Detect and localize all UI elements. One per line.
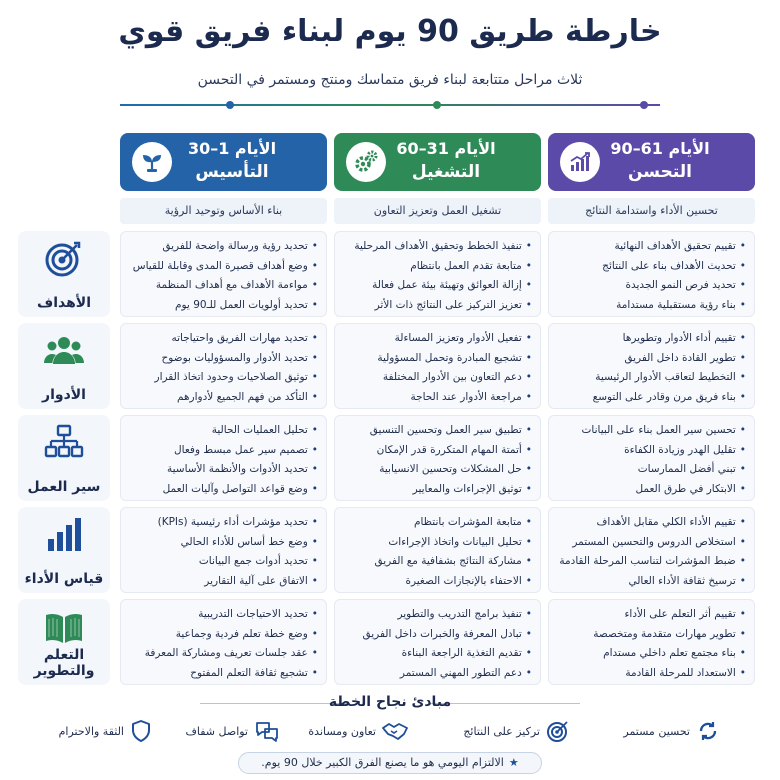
list-item: • تحليل البيانات واتخاذ الإجراءات (343, 533, 532, 553)
handshake-icon (382, 719, 408, 743)
list-item: • توثيق الصلاحيات وحدود اتخاذ القرار (129, 368, 318, 388)
list-item: • إزالة العوائق وتهيئة بيئة عمل فعالة (343, 276, 532, 296)
principle-label: تحسين مستمر (623, 724, 690, 738)
divider-dot (226, 101, 234, 109)
growth-chart-icon (560, 142, 600, 182)
principle-label: تعاون ومساندة (308, 724, 376, 738)
list-item: • تحديد رؤية ورسالة واضحة للفريق (129, 237, 318, 257)
list-item: • وضع خطة تعلم فردية وجماعية (129, 625, 318, 645)
row-label-text: سير العمل (27, 479, 101, 495)
list-item: • تحديد مؤشرات أداء رئيسية (KPIs) (129, 513, 318, 533)
list-item: • حل المشكلات وتحسين الانسيابية (343, 460, 532, 480)
list-item: • تحديد أدوات جمع البيانات (129, 552, 318, 572)
header-divider (120, 104, 660, 106)
row-label-text: التعلم والتطوير (33, 647, 95, 679)
principle-item (308, 716, 408, 746)
phase-header-improvement (548, 133, 755, 191)
principle-item (463, 716, 570, 746)
list-item: • متابعة المؤشرات بانتظام (343, 513, 532, 533)
list-item: • بناء رؤية مستقبلية مستدامة (557, 296, 746, 316)
list-item: • الاتفاق على آلية التقارير (129, 572, 318, 592)
cell-workflow-foundation (120, 415, 327, 501)
list-item: • تحديث الأهداف بناء على النتائج (557, 257, 746, 277)
row-label-text: الأدوار (42, 387, 86, 403)
shield-icon (130, 719, 152, 743)
target-icon (546, 719, 570, 743)
list-item: • تقليل الهدر وزيادة الكفاءة (557, 441, 746, 461)
phase-focus: تشغيل العمل وتعزيز التعاون (334, 198, 541, 224)
row-label-learning (18, 599, 110, 685)
phase-name: التشغيل (411, 162, 481, 182)
cell-learning-foundation (120, 599, 327, 685)
cycle-icon (696, 719, 720, 743)
gears-icon (346, 142, 386, 182)
book-icon (44, 607, 84, 647)
list-item: • استخلاص الدروس والتحسين المستمر (557, 533, 746, 553)
target-icon (44, 239, 84, 279)
list-item: • تطوير مهارات متقدمة ومتخصصة (557, 625, 746, 645)
list-item: • تشجيع المبادرة وتحمل المسؤولية (343, 349, 532, 369)
list-item: • تفعيل الأدوار وتعزيز المساءلة (343, 329, 532, 349)
list-item: • تقييم تحقيق الأهداف النهائية (557, 237, 746, 257)
list-item: • تبني أفضل الممارسات (557, 460, 746, 480)
team-icon (44, 331, 84, 371)
list-item: • دعم التطور المهني المستمر (343, 664, 532, 684)
list-item: • تعزيز التركيز على النتائج ذات الأثر (343, 296, 532, 316)
list-item: • أتمتة المهام المتكررة قدر الإمكان (343, 441, 532, 461)
list-item: • تقييم الأداء الكلي مقابل الأهداف (557, 513, 746, 533)
list-item: • تطوير القادة داخل الفريق (557, 349, 746, 369)
cell-learning-improvement (548, 599, 755, 685)
list-item: • تبادل المعرفة والخبرات داخل الفريق (343, 625, 532, 645)
principle-label: تركيز على النتائج (463, 724, 540, 738)
list-item: • دعم التعاون بين الأدوار المختلفة (343, 368, 532, 388)
phase-header-foundation (120, 133, 327, 191)
cell-roles-improvement (548, 323, 755, 409)
row-label-roles (18, 323, 110, 409)
list-item: • الاستعداد للمرحلة القادمة (557, 664, 746, 684)
chat-icon (254, 719, 280, 743)
page-subtitle: ثلاث مراحل متتابعة لبناء فريق متماسك ومنتج ومستمر في التحسن (197, 72, 583, 88)
cell-performance-operation (334, 507, 541, 593)
list-item: • تحديد مهارات الفريق واحتياجاته (129, 329, 318, 349)
cell-goals-operation (334, 231, 541, 317)
list-item: • تحسين سير العمل بناء على البيانات (557, 421, 746, 441)
list-item: • تطبيق سير العمل وتحسين التنسيق (343, 421, 532, 441)
bar-chart-icon (44, 515, 84, 555)
list-item: • مشاركة النتائج بشفافية مع الفريق (343, 552, 532, 572)
list-item: • تقييم أثر التعلم على الأداء (557, 605, 746, 625)
footer-note (238, 752, 542, 774)
list-item: • تحديد الأدوار والمسؤوليات بوضوح (129, 349, 318, 369)
cell-roles-foundation (120, 323, 327, 409)
list-item: • تحديد الاحتياجات التدريبية (129, 605, 318, 625)
phase-days: الأيام 1–30 (187, 139, 277, 158)
row-label-text: الأهداف (36, 295, 92, 311)
row-label-text: قياس الأداء (24, 571, 104, 587)
list-item: • ضبط المؤشرات لتناسب المرحلة القادمة (557, 552, 746, 572)
divider-dot (640, 101, 648, 109)
principle-label: الثقة والاحترام (58, 724, 124, 738)
principle-item (59, 716, 152, 746)
list-item: • تقييم أداء الأدوار وتطويرها (557, 329, 746, 349)
sprout-icon (132, 142, 172, 182)
list-item: • الاحتفاء بالإنجازات الصغيرة (343, 572, 532, 592)
phase-name: التحسن (628, 162, 692, 182)
list-item: • بناء مجتمع تعلم داخلي مستدام (557, 644, 746, 664)
cell-goals-foundation (120, 231, 327, 317)
list-item: • تقديم التغذية الراجعة البناءة (343, 644, 532, 664)
list-item: • وضع خط أساس للأداء الحالي (129, 533, 318, 553)
list-item: • التخطيط لتعاقب الأدوار الرئيسية (557, 368, 746, 388)
list-item: • تحديد الأدوات والأنظمة الأساسية (129, 460, 318, 480)
principle-item (623, 716, 720, 746)
cell-workflow-improvement (548, 415, 755, 501)
footer-text: الالتزام اليومي هو ما يصنع الفرق الكبير خلال 90 يوم. (261, 756, 504, 769)
list-item: • تنفيذ برامج التدريب والتطوير (343, 605, 532, 625)
divider-dot (433, 101, 441, 109)
page-title: خارطة طريق 90 يوم لبناء فريق قوي (118, 14, 662, 49)
workflow-icon (44, 423, 84, 463)
list-item: • متابعة تقدم العمل بانتظام (343, 257, 532, 277)
principle-label: تواصل شفاف (185, 724, 248, 738)
cell-performance-improvement (548, 507, 755, 593)
cell-roles-operation (334, 323, 541, 409)
list-item: • تحديد أولويات العمل للـ90 يوم (129, 296, 318, 316)
list-item: • ترسيخ ثقافة الأداء العالي (557, 572, 746, 592)
list-item: • بناء فريق مرن وقادر على التوسع (557, 388, 746, 408)
list-item: • التأكد من فهم الجميع لأدوارهم (129, 388, 318, 408)
phase-days: الأيام 31–60 (396, 139, 496, 158)
list-item: • تحليل العمليات الحالية (129, 421, 318, 441)
phase-focus: تحسين الأداء واستدامة النتائج (548, 198, 755, 224)
list-item: • تحديد فرص النمو الجديدة (557, 276, 746, 296)
phase-focus: بناء الأساس وتوحيد الرؤية (120, 198, 327, 224)
row-label-workflow (18, 415, 110, 501)
cell-goals-improvement (548, 231, 755, 317)
list-item: • تصميم سير عمل مبسط وفعال (129, 441, 318, 461)
row-label-goals (18, 231, 110, 317)
list-item: • تشجيع ثقافة التعلم المفتوح (129, 664, 318, 684)
list-item: • الابتكار في طرق العمل (557, 480, 746, 500)
phase-days: الأيام 61–90 (610, 139, 710, 158)
list-item: • توثيق الإجراءات والمعايير (343, 480, 532, 500)
list-item: • وضع قواعد التواصل وآليات العمل (129, 480, 318, 500)
list-item: • تنفيذ الخطط وتحقيق الأهداف المرحلية (343, 237, 532, 257)
cell-performance-foundation (120, 507, 327, 593)
phase-header-operation (334, 133, 541, 191)
phase-name: التأسيس (195, 162, 269, 182)
cell-workflow-operation (334, 415, 541, 501)
principles-title: مبادئ نجاح الخطة (328, 694, 452, 710)
row-label-performance (18, 507, 110, 593)
list-item: • عقد جلسات تعريف ومشاركة المعرفة (129, 644, 318, 664)
principle-item (185, 716, 280, 746)
star-icon: ★ (508, 756, 519, 769)
list-item: • مواءمة الأهداف مع أهداف المنظمة (129, 276, 318, 296)
list-item: • مراجعة الأدوار عند الحاجة (343, 388, 532, 408)
cell-learning-operation (334, 599, 541, 685)
list-item: • وضع أهداف قصيرة المدى وقابلة للقياس (129, 257, 318, 277)
